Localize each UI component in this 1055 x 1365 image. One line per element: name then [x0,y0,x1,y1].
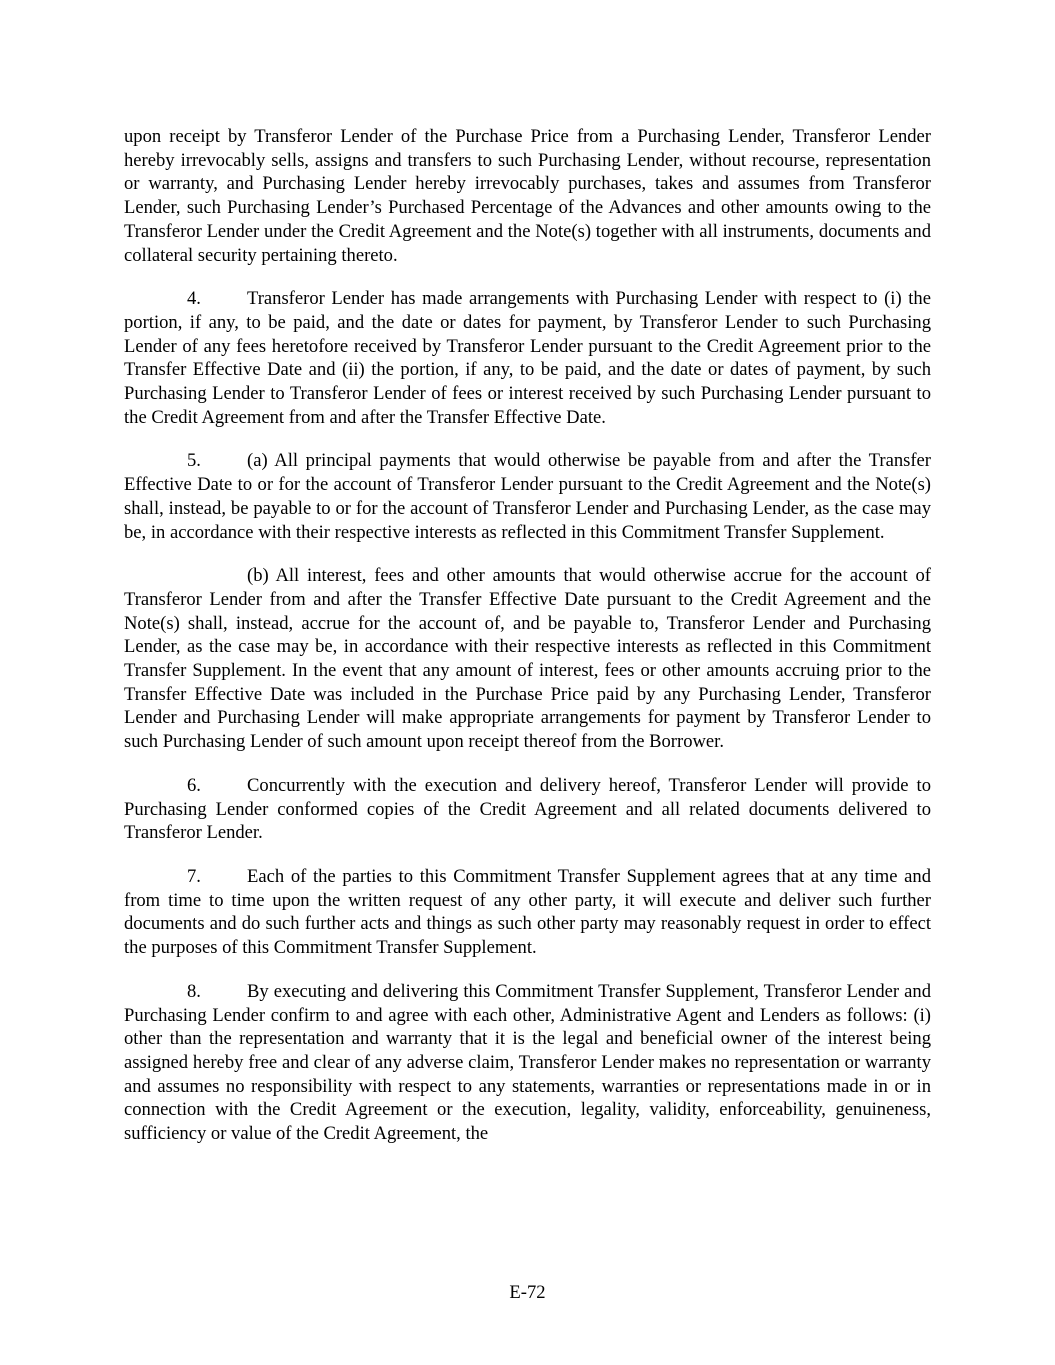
section-number: 6. [187,774,201,796]
subsection-text: (b) All interest, fees and other amounts that would otherwise accrue for the account of Transferor Lender from and after the Transfer Effective Date pursuant to the Credit Agreement and the Note(s) shall, instead, accrue for the account of, and be payable to, Transferor Lender and Purchasing Lender, as the case may be, in accordance with their respective interests as reflected in this Commitment Transfer Supplement. In the event that any amount of interest, fees or other amounts accruing prior to the Transfer Effective Date was included in the Purchase Price paid by any Purchasing Lender, Transferor Lender and Purchasing Lender will make appropriate arrangements for payment by Transferor Lender to such Purchasing Lender of such amount upon receipt thereof from the Borrower. [124,565,931,753]
section-text: Each of the parties to this Commitment Transfer Supplement agrees that at any time and from time to time upon the written request of any other party, it will execute and deliver such further documents and do such further acts and things as such other party may reasonably request in order to effect the purposes of this Commitment Transfer Supplement. [124,865,931,959]
section-7 [124,865,931,960]
page-number: E-72 [509,1282,546,1303]
continuation-paragraph: upon receipt by Transferor Lender of the Purchase Price from a Purchasing Lender, Transferor Lender hereby irrevocably sells, assigns and transfers to such Purchasing Lender, without recourse, representation or warranty, and Purchasing Lender hereby irrevocably purchases, takes and assumes from Transferor Lender, such Purchasing Lender’s Purchased Percentage of the Advances and other amounts owing to the Transferor Lender under the Credit Agreement and the Note(s) together with all instruments, documents and collateral security pertaining thereto. [124,126,931,266]
document-body [124,125,931,1146]
section-number: 4. [187,288,201,310]
section-8 [124,980,931,1146]
section-5a [124,449,931,544]
section-number: 8. [187,980,201,1002]
section-text: Transferor Lender has made arrangements with Purchasing Lender with respect to (i) the portion, if any, to be paid, and the date or dates for payment, by Transferor Lender to such Purchasing Lender of any fees heretofore received by Transferor Lender pursuant to the Credit Agreement prior to the Transfer Effective Date and (ii) the portion, if any, to be paid, and the date or dates of payment, by such Purchasing Lender to Transferor Lender of fees or interest received by such Purchasing Lender pursuant to the Credit Agreement from and after the Transfer Effective Date. [124,288,931,428]
section-number: 5. [187,450,201,472]
section-5b [124,564,931,754]
section-6 [124,774,931,845]
section-text: (a) All principal payments that would otherwise be payable from and after the Transfer Effective Date to or for the account of Transferor Lender pursuant to the Credit Agreement and the Note(s) shall, instead, be payable to or for the account of Transferor Lender and Purchasing Lender, as the case may be, in accordance with their respective interests as reflected in this Commitment Transfer Supplement. [124,450,931,543]
section-4 [124,287,931,429]
section-number: 7. [187,865,201,887]
section-text: Concurrently with the execution and delivery hereof, Transferor Lender will provide to Purchasing Lender conformed copies of the Credit Agreement and all related documents delivered to Transferor Lender. [124,774,931,844]
section-text: By executing and delivering this Commitment Transfer Supplement, Transferor Lender and Purchasing Lender confirm to and agree with each other, Administrative Agent and Lenders as follows: (i) other than the representation and warranty that it is the legal and beneficial owner of the interest being assigned hereby free and clear of any adverse claim, Transferor Lender makes no representation or warranty and assumes no responsibility with respect to any statements, warranties or representations made in or in connection with the Credit Agreement or the execution, legality, validity, enforceability, genuineness, sufficiency or value of the Credit Agreement, the [124,980,931,1145]
